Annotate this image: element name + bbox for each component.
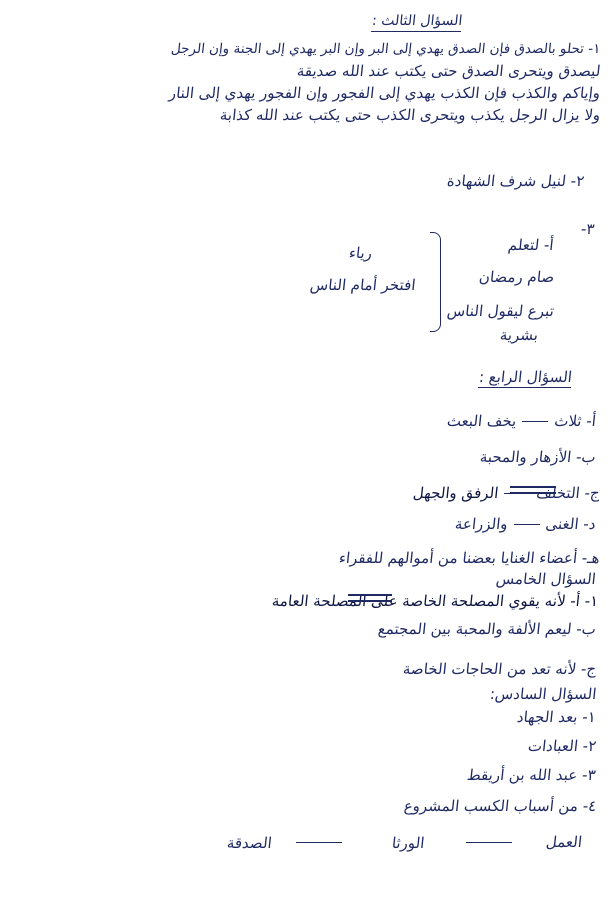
q4-a xyxy=(446,412,597,430)
q4-c-1: ج- التخلف xyxy=(535,484,601,502)
footer-dash xyxy=(296,842,342,843)
q3-table-right-2: صام رمضان xyxy=(477,268,555,286)
q6-item-1: ١- بعد الجهاد xyxy=(516,708,597,726)
q3-table-right-3: تبرع ليقول الناس xyxy=(446,302,555,320)
dash xyxy=(522,421,548,422)
footer-item-2: الورثا xyxy=(390,834,425,852)
table-divider xyxy=(430,232,441,332)
q3-line-1: ١- تحلو بالصدق فإن الصدق يهدي إلى البر وإن البر يهدي إلى الجنة وإن الرجل xyxy=(169,41,601,57)
q3-line-5: ٢- لنيل شرف الشهادة xyxy=(445,172,585,190)
q6-item-2: ٢- العبادات xyxy=(526,737,597,755)
q5-heading: السؤال الخامس xyxy=(495,570,597,588)
q6-item-3: ٣- عبد الله بن أريقط xyxy=(466,766,597,784)
q5-a: ١- أ- لأنه يقوي المصلحة الخاصة على المصلحة العامة xyxy=(270,592,599,610)
q3-table-left-1: رياء xyxy=(348,244,373,262)
q3-line-2: ليصدق ويتحرى الصدق حتى يكتب عند الله صديقة xyxy=(295,62,601,80)
footer-item-3: الصدقة xyxy=(226,834,273,852)
q4-b: ب- الأزهار والمحبة xyxy=(479,448,597,466)
q3-heading: السؤال الثالث : xyxy=(371,12,463,32)
q4-c-2: الرفق والجهل xyxy=(412,484,500,502)
q6-item-4: ٤- من أسباب الكسب المشروع xyxy=(402,797,597,815)
q3-table-right-1: أ- لتعلم xyxy=(507,236,555,254)
strikeout-scribble xyxy=(510,486,556,494)
q4-a-2: يخف البعث xyxy=(446,412,518,430)
strikeout-scribble xyxy=(348,594,392,602)
q6-heading: السؤال السادس: xyxy=(488,685,597,703)
q3-line-3: وإياكم والكذب فإن الكذب يهدي إلى الفجور وإن الفجور يهدي إلى النار xyxy=(167,84,601,102)
q3-line-4: ولا يزال الرجل يكذب ويتحرى الكذب حتى يكتب عند الله كذابة xyxy=(218,106,601,124)
q3-table-right-4: بشرية xyxy=(498,326,539,344)
footer-dash xyxy=(466,842,512,843)
q4-d xyxy=(455,515,597,533)
q4-e: هـ- أعضاء الغنايا بعضنا من أموالهم للفقراء xyxy=(338,549,601,567)
q4-d-1: د- الغنى xyxy=(545,515,597,533)
q4-d-2: والزراعة xyxy=(454,515,510,533)
q4-a-1: أ- ثلاث xyxy=(553,412,597,430)
q5-b: ب- ليعم الألفة والمحبة بين المجتمع xyxy=(377,620,597,638)
q3-line-6: ٣- xyxy=(579,220,595,238)
q3-table-left-2: افتخر أمام الناس xyxy=(309,276,417,294)
q4-c xyxy=(412,484,601,502)
dash xyxy=(514,524,540,525)
q5-c: ج- لأنه تعد من الحاجات الخاصة xyxy=(401,660,597,678)
footer-item-1: العمل xyxy=(545,833,583,851)
q4-heading: السؤال الرابع : xyxy=(478,368,574,386)
